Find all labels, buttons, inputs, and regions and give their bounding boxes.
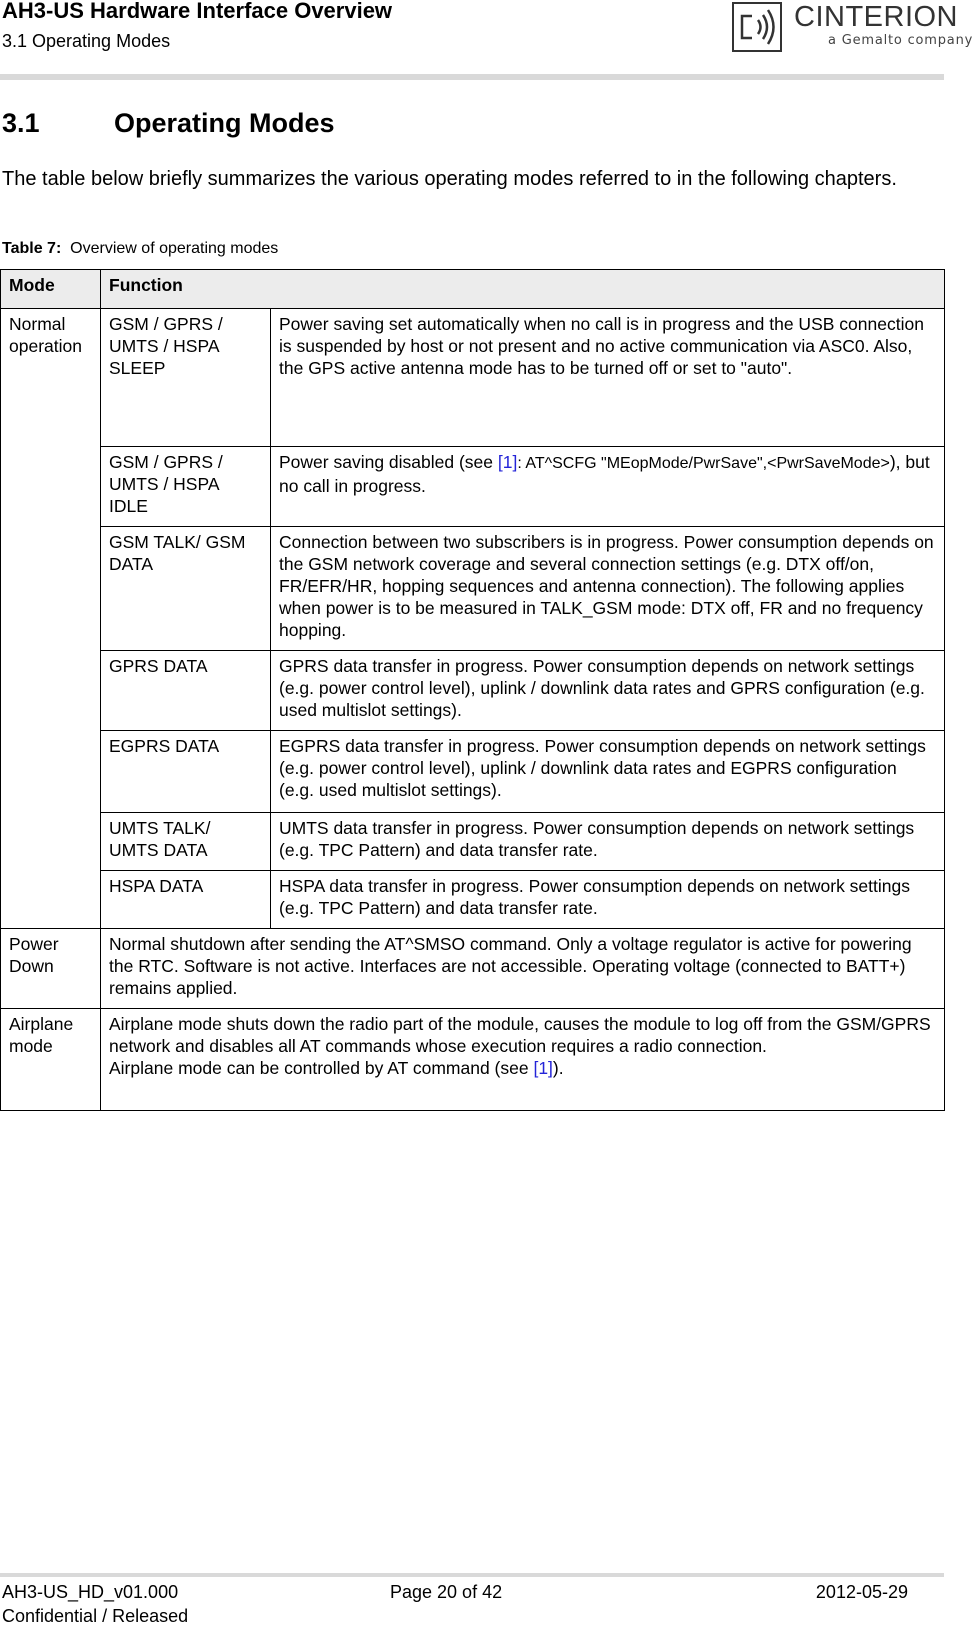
description-cell: UMTS data transfer in progress. Power consumption depends on network settings (e.g. TPC Pattern) and data transfer rate. [271,813,945,871]
state-cell: GPRS DATA [101,651,271,731]
table-row [1,731,945,813]
state-cell: GSM / GPRS / UMTS / HSPA SLEEP [101,309,271,447]
intro-paragraph: The table below briefly summarizes the various operating modes referred to in the following chapters. [2,168,897,190]
table-row [1,1009,945,1111]
state-cell: EGPRS DATA [101,731,271,813]
table-row [1,309,945,447]
header-function: Function [101,270,945,309]
description-cell: HSPA data transfer in progress. Power consumption depends on network settings (e.g. TPC Pattern) and data transfer rate. [271,871,945,929]
section-title: Operating Modes [114,108,335,138]
description-cell: Connection between two subscribers is in progress. Power consumption depends on the GSM network coverage and several connection settings (e.g. DTX off/on, FR/EFR/HR, hopping sequences and antenna connection). The following applies when power is to be measured in TALK_GSM mode: DTX off, FR and no frequency hopping. [271,527,945,651]
signal-logo-icon [732,2,782,52]
header-mode: Mode [1,270,101,309]
reference-link[interactable]: [1] [497,452,518,472]
desc-text: Airplane mode can be controlled by AT command (see [109,1058,534,1078]
desc-text: Power saving disabled (see [279,452,498,472]
state-cell: HSPA DATA [101,871,271,929]
state-cell: UMTS TALK/ UMTS DATA [101,813,271,871]
table-row [1,929,945,1009]
caption-label: Table 7: [2,240,62,257]
operating-modes-table [0,269,945,1111]
desc-text: ). [552,1058,564,1078]
desc-text: Airplane mode shuts down the radio part of the module, causes the module to log off from the GSM/GPRS network and disables all AT commands whose execution requires a radio connection. [109,1014,931,1056]
description-cell: Normal shutdown after sending the AT^SMSO command. Only a voltage regulator is active for powering the RTC. Software is not active. Interfaces are not accessible. Operating voltage (connected to BATT+) remains applied. [101,929,945,1009]
desc-text: ), but no call in progress. [279,452,930,496]
table-row [1,871,945,929]
table-header-row [1,270,945,309]
description-cell: Power saving set automatically when no call is in progress and the USB connection is suspended by host or not present and no active communication via ASC0. Also, the GPS active antenna mode has to be turned off or set to "auto". [271,309,945,447]
section-number: 3.1 [2,108,40,138]
footer-status: Confidential / Released [2,1606,189,1626]
footer-date: 2012-05-29 [815,1582,908,1602]
footer-doc-id: AH3-US_HD_v01.000 [2,1582,179,1602]
footer-divider [0,1573,944,1577]
footer-page-number: Page 20 of 42 [390,1582,503,1602]
caption-text: Overview of operating modes [70,240,279,257]
cinterion-logo [732,0,973,54]
page-header [0,0,973,82]
table-row [1,527,945,651]
section-heading [2,108,335,139]
header-section: 3.1 Operating Modes [2,31,171,51]
table-row [1,813,945,871]
logo-name: CINTERION [794,1,958,33]
description-cell [101,1009,945,1111]
at-command-text: : AT^SCFG "MEopMode/PwrSave",<PwrSaveMode> [517,455,890,472]
table-row [1,651,945,731]
state-cell: GSM / GPRS / UMTS / HSPA IDLE [101,447,271,527]
mode-normal-operation: Normal operation [1,309,101,929]
description-cell: GPRS data transfer in progress. Power consumption depends on network settings (e.g. power control level), uplink / downlink data rates and GPRS configuration (e.g. used multislot settings). [271,651,945,731]
logo-tagline: a Gemalto company [828,33,973,48]
state-cell: GSM TALK/ GSM DATA [101,527,271,651]
description-cell: EGPRS data transfer in progress. Power consumption depends on network settings (e.g. power control level), uplink / downlink data rates and EGPRS configuration (e.g. used multislot settings). [271,731,945,813]
mode-power-down: Power Down [1,929,101,1009]
description-cell [271,447,945,527]
reference-link[interactable]: [1] [533,1058,553,1078]
table-caption [2,240,278,258]
document-title: AH3-US Hardware Interface Overview [2,0,393,23]
mode-airplane: Airplane mode [1,1009,101,1111]
table-row [1,447,945,527]
header-divider [0,74,944,80]
